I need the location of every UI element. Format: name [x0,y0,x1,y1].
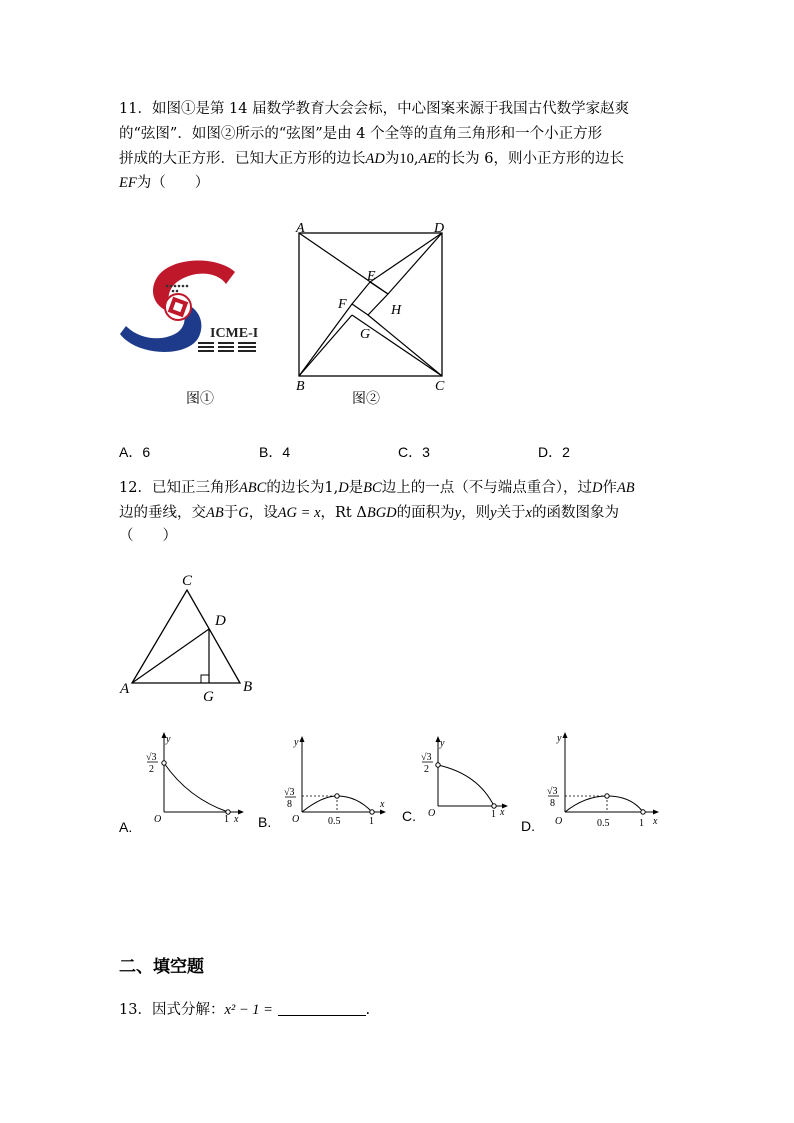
label-d: D [434,221,445,236]
icme-logo-figure [118,258,268,362]
text: 的函数图象为 [531,505,619,521]
q12-option-b: B. [258,814,272,830]
origin-label: O [555,816,563,827]
y-label: y [440,738,445,749]
option-value: 3 [422,444,430,460]
origin-label: O [292,814,300,825]
section-heading: 二、填空题 [119,957,204,977]
text: 边的垂线，交 [119,505,206,521]
option-letter: D． [538,444,563,460]
text: 的长为 6，则小正方形的边长 [436,151,625,167]
text: 关于 [496,505,526,521]
label-e: E [367,269,376,284]
label-b: B [296,379,305,393]
origin-label: O [154,814,162,823]
y-label: y [294,737,299,748]
var-x: x [525,505,532,521]
label-g: G [203,689,214,705]
tick-den8: 8 [550,798,555,809]
expression: x² − 1 = [224,1002,273,1018]
text: ，则 [461,505,491,521]
text: 是 [348,480,364,496]
q12-line-3: （ ） [119,528,177,544]
label-d: D [215,613,226,629]
icme-text: ICME-I [210,326,259,341]
graph-d [545,728,665,832]
q11-line-3 [119,149,624,169]
label-g: G [360,327,371,342]
var-y: y [454,505,462,521]
text: 为 [384,151,400,167]
tick-sqrt3: √3 [146,752,157,763]
point-g: G [238,505,249,521]
text: ，设 [248,505,278,521]
triangle-figure [118,568,268,712]
option-value: 6 [142,444,151,460]
q12-option-c: C. [402,808,416,824]
y-label: y [557,733,562,744]
q11-option-a [119,442,150,462]
tri-bgd: BGD [366,505,397,521]
q11-line-2: 的“弦图”．如图②所示的“弦图”是由 4 个全等的直角三角形和一个小正方形 [119,126,603,142]
segment-ab: AB [616,480,635,496]
tick-half: 0.5 [597,818,610,828]
segment-ab: AB [206,505,224,521]
y-label: y [166,734,171,745]
label-c: C [182,573,193,589]
segment-ef: EF [119,175,137,191]
q12-line-2 [119,503,619,523]
label-h: H [391,303,402,318]
tick-1: 1 [639,818,644,828]
expr-ag: AG = x [277,505,321,521]
fig1-caption: 图① [186,391,214,407]
tick-den8: 8 [287,799,292,810]
text: 13．因式分解： [119,1002,225,1018]
tick-1: 1 [224,814,229,823]
label-c: C [435,379,445,393]
option-value: 2 [562,444,570,460]
value-1: 1 [324,480,334,496]
answer-blank[interactable] [278,1001,366,1016]
tick-den2: 2 [149,764,154,775]
label-f: F [338,297,347,312]
text: . [365,1002,371,1018]
text: 的面积为 [396,505,455,521]
x-label: x [234,814,239,823]
q13-line [119,1000,370,1020]
point-d: D [591,480,603,496]
option-letter: A． [119,444,143,460]
graph-b [282,732,394,831]
xian-figure [290,218,455,397]
text: 12．已知正三角形 [119,480,239,496]
segment-bc: BC [363,480,382,496]
x-label: x [380,799,385,810]
fig2-caption: 图② [352,391,380,407]
text: 边上的一点（不与端点重合），过 [381,480,592,496]
tick-sqrt3: √3 [284,787,295,798]
q11-line-1: 11．如图①是第 14 届数学教育大会会标，中心图案来源于我国古代数学家赵爽 [119,101,630,117]
text: 于 [223,505,239,521]
tick-den2: 2 [424,764,429,775]
q12-option-d: D. [521,818,535,834]
var-y: y [490,505,497,521]
label-a: A [296,221,305,236]
label-b: B [243,679,253,695]
text: 拼成的大正方形．已知大正方形的边长 [119,151,366,167]
x-label: x [653,816,658,827]
segment-ae: AE [418,151,437,167]
q11-line-4 [119,173,209,193]
x-label: x [500,807,505,818]
tick-1: 1 [491,809,496,820]
q11-option-b [259,442,290,462]
origin-label: O [428,808,436,819]
graph-a [138,728,248,827]
option-letter: B． [259,444,283,460]
text: , [413,151,419,167]
q12-option-a: A. [119,819,133,835]
text: ，Rt Δ [320,505,367,521]
graph-c [418,732,518,826]
tick-sqrt3: √3 [547,786,558,797]
q11-option-c [398,442,430,462]
label-a: A [120,681,130,697]
q12-line-1 [119,478,635,498]
tick-1: 1 [369,816,374,827]
text: 作 [602,480,617,496]
text: 的边长为 [266,480,325,496]
segment-ad: AD [365,151,385,167]
option-letter: C． [398,444,423,460]
value-10: 10 [399,151,414,167]
icme-logo-icon [118,258,268,358]
q11-option-d [538,442,570,462]
tick-sqrt3: √3 [421,752,432,763]
point-d: D [338,480,349,496]
tick-half: 0.5 [328,816,341,827]
tri-abc: ABC [238,480,267,496]
text: , [333,480,339,496]
option-value: 4 [282,444,291,460]
text: 为（ ） [136,175,210,191]
